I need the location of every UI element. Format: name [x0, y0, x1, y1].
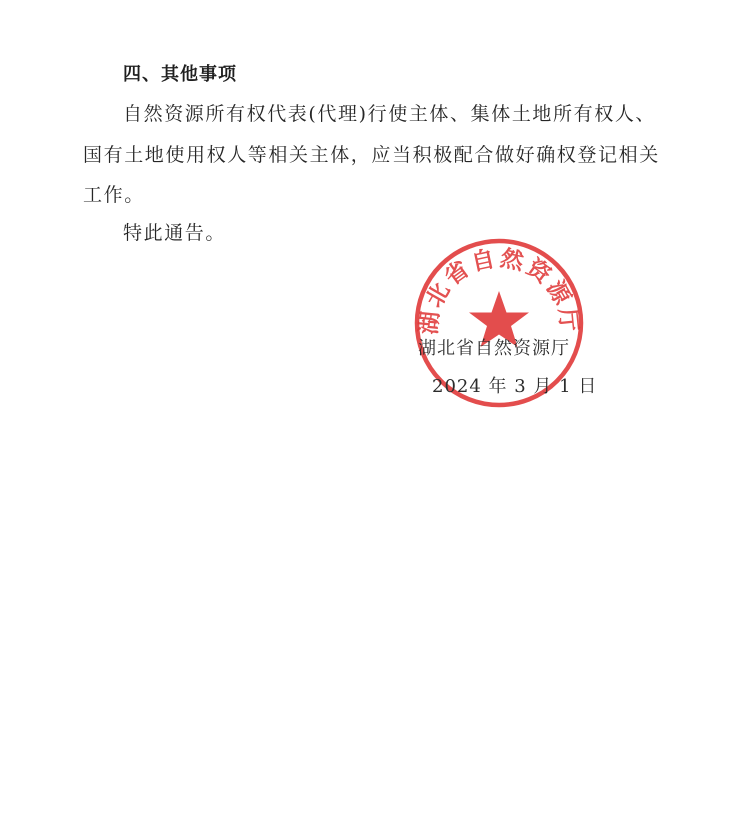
closing-line: 特此通告。	[123, 222, 227, 244]
issuer-name: 湖北省自然资源厅	[418, 338, 570, 359]
paragraph-line-2: 国有土地使用权人等相关主体，应当积极配合做好确权登记相关	[83, 144, 660, 166]
section-heading: 四、其他事项	[123, 64, 237, 85]
paragraph-line-1: 自然资源所有权代表(代理)行使主体、集体土地所有权人、	[123, 103, 657, 125]
issue-date: 2024 年 3 月 1 日	[432, 376, 598, 397]
paragraph-line-3: 工作。	[83, 184, 145, 206]
seal-text: 湖北省自然资源厅	[416, 245, 582, 336]
